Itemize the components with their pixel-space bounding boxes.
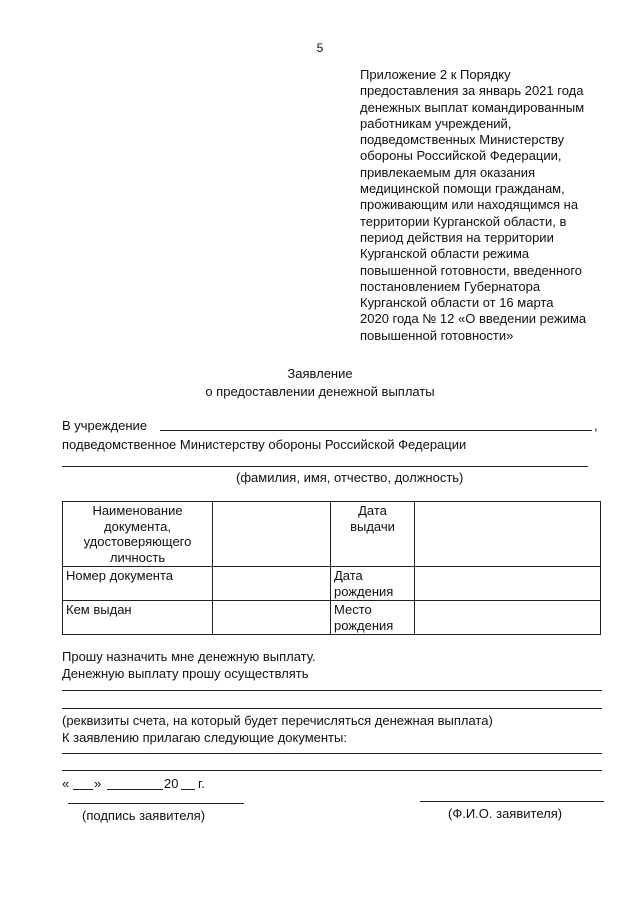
annex-line: территории Курганской области, в <box>360 213 567 229</box>
doc-name-value-cell[interactable] <box>213 502 331 567</box>
applicant-fio-caption: (Ф.И.О. заявителя) <box>448 806 563 821</box>
date-open-quote: « <box>62 776 70 791</box>
doc-number-label-cell: Номер документа <box>63 567 213 601</box>
annex-line: повышенной готовности, введенного <box>360 262 583 278</box>
birth-place-value-cell[interactable] <box>415 601 601 635</box>
form-subtitle: о предоставлении денежной выплаты <box>205 384 435 399</box>
applicant-name-input-line[interactable] <box>62 466 588 467</box>
annex-line: работникам учреждений, <box>360 115 512 131</box>
annex-line: постановлением Губернатора <box>360 278 541 294</box>
request-line-2: Денежную выплату прошу осуществлять <box>62 666 309 681</box>
table-row <box>63 502 601 567</box>
doc-name-label-cell: Наименование документа, удостоверяющего личность <box>63 502 213 567</box>
date-day-input-line[interactable] <box>73 789 93 790</box>
applicant-name-caption: (фамилия, имя, отчество, должность) <box>236 470 464 485</box>
annex-line: повышенной готовности» <box>360 327 514 343</box>
annex-line: Приложение 2 к Порядку <box>360 67 511 82</box>
institution-comma: , <box>594 418 598 433</box>
annex-line: привлекаемым для оказания <box>360 164 535 180</box>
annex-line: медицинской помощи гражданам, <box>360 181 565 197</box>
signature-caption: (подпись заявителя) <box>82 808 206 823</box>
date-year-suffix: г. <box>198 776 205 791</box>
date-close-quote: » <box>94 776 102 791</box>
annex-line: Курганской области режима <box>360 246 530 262</box>
issue-date-value-cell[interactable] <box>415 502 601 567</box>
attachments-label: К заявлению прилагаю следующие документы: <box>62 730 347 745</box>
issued-by-label-cell: Кем выдан <box>63 601 213 635</box>
birth-place-label-cell: Место рождения <box>331 601 415 635</box>
request-line-1: Прошу назначить мне денежную выплату. <box>62 649 316 664</box>
date-year-input-line[interactable] <box>181 789 195 790</box>
institution-label: В учреждение <box>62 418 148 433</box>
annex-line: 2020 года № 12 «О введении режима <box>360 311 587 327</box>
annex-line: предоставления за январь 2021 года <box>360 83 584 99</box>
doc-number-value-cell[interactable] <box>213 567 331 601</box>
issue-date-label-cell: Дата выдачи <box>331 502 415 567</box>
signature-input-line[interactable] <box>68 803 244 804</box>
birth-date-value-cell[interactable] <box>415 567 601 601</box>
issued-by-value-cell[interactable] <box>213 601 331 635</box>
date-year-prefix: 20 <box>164 776 179 791</box>
page-number: 5 <box>316 41 324 55</box>
form-title: Заявление <box>287 366 353 381</box>
table-row <box>63 567 601 601</box>
institution-input-line[interactable] <box>160 430 592 431</box>
account-details-caption: (реквизиты счета, на который будет перечисляться денежная выплата) <box>62 713 493 728</box>
date-month-input-line[interactable] <box>107 789 163 790</box>
annex-line: обороны Российской Федерации, <box>360 148 562 164</box>
identity-document-table <box>62 501 601 635</box>
applicant-fio-input-line[interactable] <box>420 801 604 802</box>
birth-date-label-cell: Дата рождения <box>331 567 415 601</box>
account-details-input-line[interactable] <box>62 690 602 691</box>
attachments-input-line[interactable] <box>62 753 602 754</box>
attachments-input-line-2[interactable] <box>62 770 602 771</box>
annex-line: проживающим или находящимся на <box>360 197 579 213</box>
annex-line: период действия на территории <box>360 229 554 245</box>
institution-subordinate-text: подведомственное Министерству обороны Российской Федерации <box>62 437 467 452</box>
annex-line: Курганской области от 16 марта <box>360 295 554 311</box>
annex-header <box>360 67 610 344</box>
account-details-input-line-2[interactable] <box>62 708 602 709</box>
table-row <box>63 601 601 635</box>
annex-line: денежных выплат командированным <box>360 99 585 115</box>
annex-line: подведомственных Министерству <box>360 132 565 148</box>
